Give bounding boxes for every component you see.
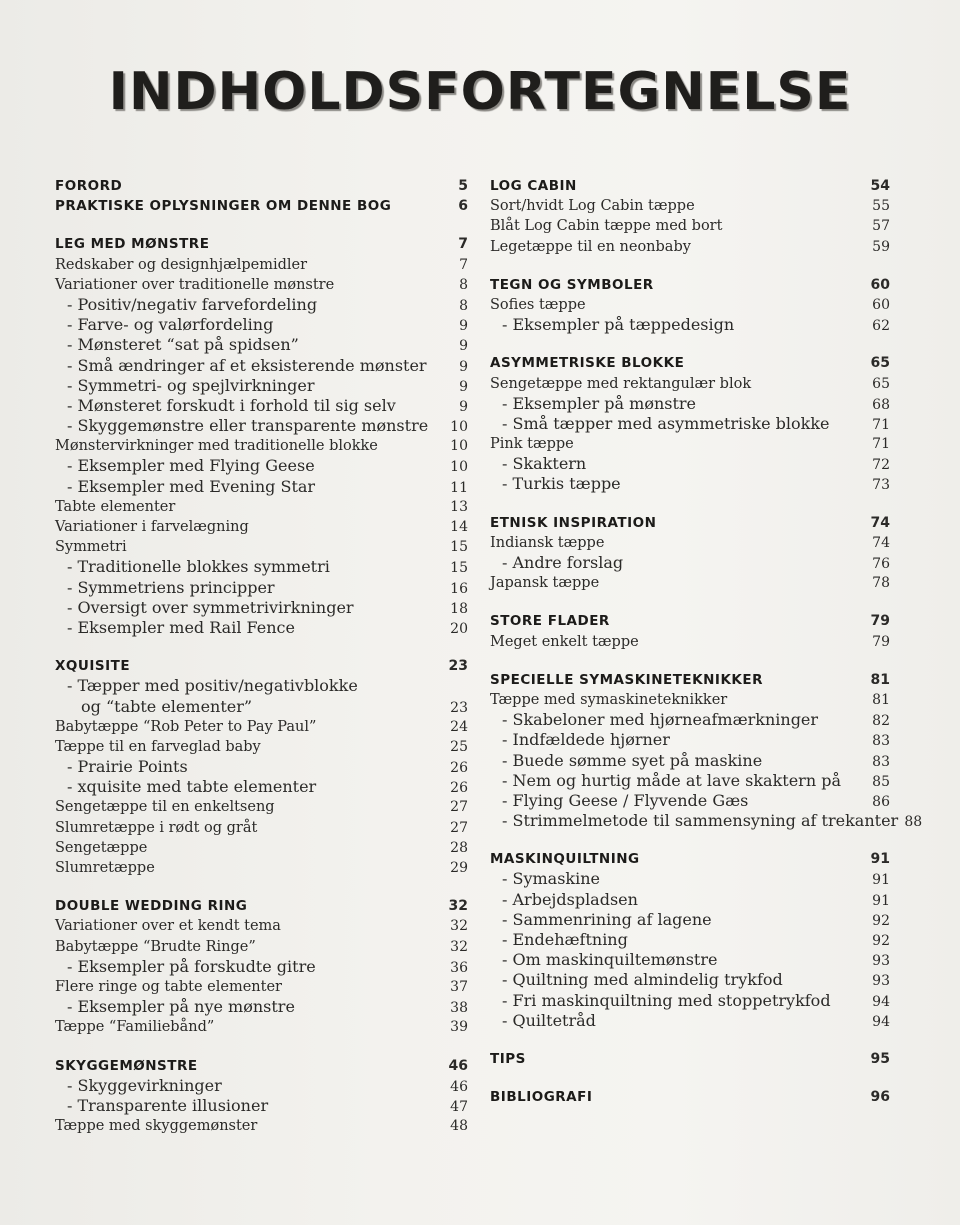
toc-entry-title: - Turkis tæppe <box>502 474 621 494</box>
toc-page-number: 16 <box>450 580 468 597</box>
toc-entry-title: LOG CABIN <box>490 178 577 194</box>
toc-entry-title: - Skabeloner med hjørneafmærkninger <box>502 710 819 730</box>
toc-page-number: 9 <box>459 398 468 415</box>
toc-entry-title: MASKINQUILTNING <box>490 851 640 868</box>
toc-entry <box>55 818 468 838</box>
toc-page-number: 79 <box>870 613 890 630</box>
toc-entry-title: - Små tæpper med asymmetriske blokke <box>502 413 830 433</box>
toc-page-number: 36 <box>450 959 468 976</box>
toc-entry <box>55 537 468 557</box>
toc-entry-title: Sengetæppe <box>55 839 148 856</box>
toc-entry-title: Tæppe til en farveglad baby <box>55 738 261 755</box>
toc-page-number: 81 <box>870 671 890 688</box>
toc-section-heading <box>55 1056 468 1076</box>
toc-section-heading <box>490 1049 890 1069</box>
toc-page-number: 23 <box>450 699 468 716</box>
toc-entry-title: TIPS <box>490 1050 526 1067</box>
toc-page-number: 91 <box>872 872 890 889</box>
toc-entry <box>490 414 890 434</box>
toc-entry-title: - Eksempler på nye mønstre <box>67 997 295 1017</box>
toc-entry <box>490 910 890 930</box>
toc-page-number: 32 <box>450 918 468 935</box>
toc-page-number: 62 <box>872 318 890 335</box>
toc-section <box>490 611 890 651</box>
toc-entry-title: Japansk tæppe <box>490 575 600 592</box>
toc-entry <box>55 356 468 376</box>
toc-section-heading <box>490 849 890 869</box>
toc-page-number: 29 <box>450 860 468 876</box>
toc-entry-title: - Symaskine <box>502 869 600 889</box>
toc-page-number: 95 <box>870 1050 890 1067</box>
toc-entry <box>490 454 890 474</box>
toc-page-number: 26 <box>450 760 468 777</box>
toc-page-number: 27 <box>450 819 468 836</box>
toc-page-number: 79 <box>872 633 890 650</box>
toc-page-number: 5 <box>458 178 468 194</box>
toc-entry <box>490 533 890 553</box>
toc-page-number: 68 <box>872 396 890 413</box>
toc-entry <box>55 937 468 957</box>
toc-entry-title: Mønstervirkninger med traditionelle blokke <box>55 438 378 455</box>
toc-entry-title: - Andre forslag <box>502 553 624 572</box>
toc-section-heading <box>55 234 468 254</box>
toc-page-number: 78 <box>872 575 890 592</box>
toc-page-number: 96 <box>870 1089 890 1106</box>
toc-entry <box>490 930 890 950</box>
toc-page-number: 15 <box>450 560 468 577</box>
toc-page-number: 71 <box>872 416 890 433</box>
toc-section-heading <box>490 1087 890 1107</box>
toc-entry-title: - Små ændringer af et eksisterende mønster <box>67 355 427 375</box>
toc-entry-title: - Nem og hurtig måde at lave skaktern på <box>502 770 841 790</box>
toc-page-number: 59 <box>872 238 890 255</box>
toc-page-number: 74 <box>872 534 890 551</box>
toc-page-number: 8 <box>459 297 468 314</box>
toc-page-number: 7 <box>458 236 468 253</box>
toc-entry-title: BIBLIOGRAFI <box>490 1089 593 1106</box>
toc-entry-title: SKYGGEMØNSTRE <box>55 1057 198 1074</box>
toc-page-number: 32 <box>450 938 468 955</box>
toc-page-number: 26 <box>450 780 468 797</box>
toc-entry-title: - Eksempler med Evening Star <box>67 476 316 496</box>
toc-entry <box>55 335 468 355</box>
toc-entry <box>55 777 468 797</box>
toc-right-column <box>490 176 923 1125</box>
toc-entry-title: SPECIELLE SYMASKINETEKNIKKER <box>490 671 763 688</box>
toc-page-number: 27 <box>450 799 468 816</box>
toc-page-number: 92 <box>872 933 890 949</box>
toc-page-number: 73 <box>872 477 890 494</box>
toc-entry <box>55 315 468 335</box>
toc-page-number: 9 <box>459 378 468 395</box>
toc-entry <box>490 710 890 730</box>
toc-entry-title: - Traditionelle blokkes symmetri <box>67 557 330 577</box>
toc-entry-title: - Symmetri- og spejlvirkninger <box>67 375 315 395</box>
toc-entry-title: - Fri maskinquiltning med stoppetrykfod <box>502 990 831 1010</box>
toc-page-number: 60 <box>870 276 890 293</box>
toc-page-number: 74 <box>870 514 890 531</box>
toc-page-number: 65 <box>872 375 890 392</box>
toc-entry-title: PRAKTISKE OPLYSNINGER OM DENNE BOG <box>55 198 392 215</box>
toc-entry-title: - Farve- og valørfordeling <box>67 315 274 335</box>
toc-entry <box>55 916 468 936</box>
toc-entry <box>55 737 468 757</box>
toc-entry <box>55 1116 468 1136</box>
toc-entry-title: - Quiltetråd <box>502 1010 596 1030</box>
toc-page-number: 76 <box>872 556 890 572</box>
toc-entry-title: Slumretæppe <box>55 860 155 876</box>
toc-entry <box>55 797 468 817</box>
toc-section-heading <box>490 670 890 690</box>
toc-page-number: 9 <box>459 338 468 355</box>
toc-entry <box>55 1017 468 1037</box>
toc-entry-title: - Arbejdspladsen <box>502 889 638 909</box>
toc-entry <box>55 757 468 777</box>
toc-entry <box>490 573 890 593</box>
toc-entry-title: - Om maskinquiltemønstre <box>502 950 718 970</box>
toc-entry <box>490 196 890 216</box>
toc-page-number: 46 <box>448 1057 468 1074</box>
toc-entry <box>55 858 468 878</box>
toc-section <box>490 513 890 594</box>
toc-page-number: 88 <box>904 814 923 831</box>
toc-entry-title: Pink tæppe <box>490 436 574 453</box>
toc-section <box>490 353 890 494</box>
toc-page-number: 9 <box>459 358 468 375</box>
toc-entry-title: Sort/hvidt Log Cabin tæppe <box>490 198 695 215</box>
toc-page-number: 28 <box>450 839 468 856</box>
toc-section <box>55 176 468 216</box>
toc-entry-title: TEGN OG SYMBOLER <box>490 276 654 293</box>
toc-entry <box>490 970 890 990</box>
toc-entry <box>490 950 890 970</box>
toc-entry <box>55 977 468 997</box>
toc-section-heading <box>490 353 890 373</box>
toc-entry <box>490 869 890 889</box>
toc-page-number: 81 <box>872 691 890 708</box>
toc-entry-title: - Buede sømme syet på maskine <box>502 750 763 770</box>
toc-entry-title: Tæppe med skyggemønster <box>55 1118 258 1135</box>
toc-entry-title: - Transparente illusioner <box>67 1095 269 1115</box>
toc-entry <box>55 275 468 295</box>
toc-section <box>490 176 890 257</box>
toc-entry-title: - Skaktern <box>502 454 587 474</box>
toc-entry-title: Sengetæppe til en enkeltseng <box>55 799 275 816</box>
toc-section-heading <box>55 176 468 196</box>
toc-page-number: 65 <box>870 355 890 372</box>
toc-section-heading <box>490 176 890 196</box>
toc-page-number: 60 <box>872 296 890 313</box>
toc-entry <box>490 553 890 573</box>
toc-section-heading <box>490 275 890 295</box>
toc-page-number: 55 <box>872 198 890 215</box>
toc-entry <box>490 237 890 257</box>
toc-section <box>55 656 468 878</box>
toc-entry-title: - Mønsteret “sat på spidsen” <box>67 335 299 355</box>
toc-entry <box>55 497 468 517</box>
toc-page-number: 13 <box>450 498 468 515</box>
toc-entry-title: - Eksempler med Rail Fence <box>67 617 295 637</box>
toc-page-number: 38 <box>450 1000 468 1017</box>
toc-left-column <box>55 176 468 1154</box>
toc-section <box>55 234 468 638</box>
toc-entry <box>55 396 468 416</box>
toc-entry <box>490 474 890 494</box>
toc-page-number: 25 <box>450 738 468 755</box>
toc-section <box>55 896 468 1037</box>
toc-page-number: 18 <box>450 600 468 617</box>
toc-entry-title: Meget enkelt tæppe <box>490 633 639 650</box>
toc-page-number: 93 <box>872 953 890 970</box>
toc-page-number: 10 <box>450 438 468 455</box>
toc-entry <box>490 991 890 1011</box>
toc-page-number: 7 <box>459 256 468 273</box>
toc-entry-title: - Mønsteret forskudt i forhold til sig selv <box>67 395 396 415</box>
page-title: INDHOLDSFORTEGNELSE <box>108 62 852 122</box>
toc-page-number: 15 <box>450 539 468 556</box>
toc-page-number: 48 <box>450 1118 468 1135</box>
toc-page-number: 6 <box>458 198 468 215</box>
toc-entry-title: - Eksempler på mønstre <box>502 393 697 413</box>
toc-entry <box>490 315 890 335</box>
toc-entry <box>490 434 890 454</box>
toc-entry-title: ETNISK INSPIRATION <box>490 514 657 531</box>
toc-page-number: 94 <box>872 993 890 1010</box>
toc-entry <box>55 618 468 638</box>
toc-page-number: 11 <box>450 479 468 496</box>
toc-entry <box>55 997 468 1017</box>
toc-page-number: 9 <box>459 318 468 335</box>
toc-entry-title: - Endehæftning <box>502 930 628 949</box>
toc-page-number: 86 <box>872 793 890 810</box>
toc-page-number: 54 <box>870 178 890 194</box>
toc-entry <box>55 1096 468 1116</box>
toc-page-number: 93 <box>872 973 890 990</box>
toc-page-number: 20 <box>450 620 468 637</box>
toc-entry <box>490 1011 890 1031</box>
toc-entry-title: Babytæppe “Brudte Ringe” <box>55 938 256 955</box>
toc-entry-title: Indiansk tæppe <box>490 534 605 551</box>
toc-entry <box>490 690 890 710</box>
toc-section <box>490 1049 890 1069</box>
toc-page-number: 10 <box>450 419 468 436</box>
toc-page-number: 82 <box>872 713 890 730</box>
toc-entry-title: - Skyggevirkninger <box>67 1075 222 1095</box>
toc-entry <box>490 632 890 652</box>
toc-page-number: 92 <box>872 912 890 929</box>
toc-page-number: 71 <box>872 436 890 453</box>
toc-entry <box>55 598 468 618</box>
toc-entry-title: LEG MED MØNSTRE <box>55 236 210 253</box>
toc-entry-title: FORORD <box>55 178 123 194</box>
toc-entry <box>55 1076 468 1096</box>
toc-entry-title: - Indfældede hjørner <box>502 730 670 750</box>
toc-entry-title: - Strimmelmetode til sammensyning af trekanter <box>502 811 899 831</box>
toc-entry <box>490 730 890 750</box>
toc-entry <box>55 376 468 396</box>
toc-entry-title: Tæppe med symaskineteknikker <box>490 691 728 708</box>
toc-entry-title: Flere ringe og tabte elementer <box>55 978 282 995</box>
toc-entry-title: Tæppe “Familiebånd” <box>55 1019 215 1036</box>
toc-entry <box>55 295 468 315</box>
toc-entry-title: Symmetri <box>55 539 127 556</box>
toc-entry-title: - Eksempler med Flying Geese <box>67 456 315 476</box>
toc-entry <box>55 578 468 598</box>
toc-entry-title: Sengetæppe med rektangulær blok <box>490 375 752 392</box>
toc-section-heading <box>55 896 468 916</box>
toc-section <box>490 670 923 832</box>
toc-entry-title: ASYMMETRISKE BLOKKE <box>490 355 685 372</box>
toc-entry-title: og “tabte elementer” <box>81 696 253 716</box>
toc-entry-title: Variationer i farvelægning <box>55 519 249 535</box>
toc-section <box>490 1087 890 1107</box>
toc-entry-title: Slumretæppe i rødt og gråt <box>55 819 258 836</box>
toc-entry-title: - Quiltning med almindelig trykfod <box>502 970 783 990</box>
toc-entry <box>55 477 468 497</box>
toc-entry-title: Blåt Log Cabin tæppe med bort <box>490 218 723 235</box>
toc-entry <box>490 791 890 811</box>
toc-entry <box>55 416 468 436</box>
toc-page-number: 72 <box>872 457 890 474</box>
toc-entry-title: Tabte elementer <box>55 498 176 515</box>
toc-entry <box>490 374 890 394</box>
toc-page-number: 23 <box>448 658 468 675</box>
toc-page-number: 94 <box>872 1013 890 1030</box>
toc-entry-title: - Flying Geese / Flyvende Gæs <box>502 790 749 810</box>
toc-page-number: 10 <box>450 459 468 476</box>
toc-page-number: 32 <box>448 898 468 915</box>
toc-entry-title: - Skyggemønstre eller transparente mønstre <box>67 416 429 436</box>
toc-entry-title: - Symmetriens principper <box>67 577 275 597</box>
toc-entry <box>55 436 468 456</box>
toc-page-number: 47 <box>450 1098 468 1115</box>
toc-page-number: 8 <box>459 276 468 293</box>
toc-page-number: 83 <box>872 753 890 770</box>
toc-entry <box>55 557 468 577</box>
toc-entry-title: Babytæppe “Rob Peter to Pay Paul” <box>55 718 317 735</box>
toc-page-number: 85 <box>872 773 890 790</box>
toc-section <box>490 849 890 1031</box>
toc-entry-title: XQUISITE <box>55 658 131 675</box>
toc-page-number: 91 <box>872 892 890 909</box>
toc-entry-title: DOUBLE WEDDING RING <box>55 898 248 915</box>
toc-entry-title: - Eksempler på tæppedesign <box>502 315 735 335</box>
toc-page-number: 46 <box>450 1078 468 1095</box>
toc-section-heading <box>490 611 890 631</box>
toc-entry-title: - Prairie Points <box>67 757 188 777</box>
toc-entry <box>490 216 890 236</box>
toc-entry-title: Redskaber og designhjælpemidler <box>55 256 308 273</box>
toc-page-number: 83 <box>872 733 890 750</box>
toc-entry <box>55 255 468 275</box>
toc-entry <box>490 811 923 831</box>
toc-entry <box>55 838 468 858</box>
toc-entry-title: - Tæpper med positiv/negativblokke <box>67 676 358 696</box>
toc-entry-title: Sofies tæppe <box>490 296 586 313</box>
toc-section <box>490 275 890 336</box>
toc-entry <box>55 456 468 476</box>
toc-section-heading <box>55 196 468 216</box>
toc-page-number: 14 <box>450 519 468 535</box>
toc-entry <box>55 676 468 696</box>
toc-entry-title: - Oversigt over symmetrivirkninger <box>67 597 354 617</box>
toc-page-number: 24 <box>450 718 468 735</box>
toc-section-heading <box>490 513 890 533</box>
toc-entry-title: Legetæppe til en neonbaby <box>490 238 691 255</box>
toc-entry <box>490 295 890 315</box>
toc-entry-title: - Eksempler på forskudte gitre <box>67 956 316 976</box>
toc-entry <box>55 957 468 977</box>
toc-entry-title: Variationer over traditionelle mønstre <box>55 276 335 293</box>
toc-entry <box>490 394 890 414</box>
toc-page-number: 37 <box>450 978 468 995</box>
toc-section-heading <box>55 656 468 676</box>
toc-entry-title: STORE FLADER <box>490 613 610 630</box>
toc-entry <box>490 890 890 910</box>
toc-entry-title: - Sammenrining af lagene <box>502 909 712 929</box>
toc-entry-title: - xquisite med tabte elementer <box>67 777 317 797</box>
toc-entry-title: - Positiv/negativ farvefordeling <box>67 294 318 314</box>
toc-entry <box>490 771 890 791</box>
toc-section <box>55 1056 468 1137</box>
toc-entry <box>490 751 890 771</box>
toc-page-number: 91 <box>870 851 890 868</box>
toc-page-number: 57 <box>872 218 890 235</box>
toc-entry <box>55 517 468 537</box>
toc-entry <box>55 697 468 717</box>
toc-entry-title: Variationer over et kendt tema <box>55 918 281 935</box>
toc-page-number: 39 <box>450 1019 468 1036</box>
toc-entry <box>55 717 468 737</box>
